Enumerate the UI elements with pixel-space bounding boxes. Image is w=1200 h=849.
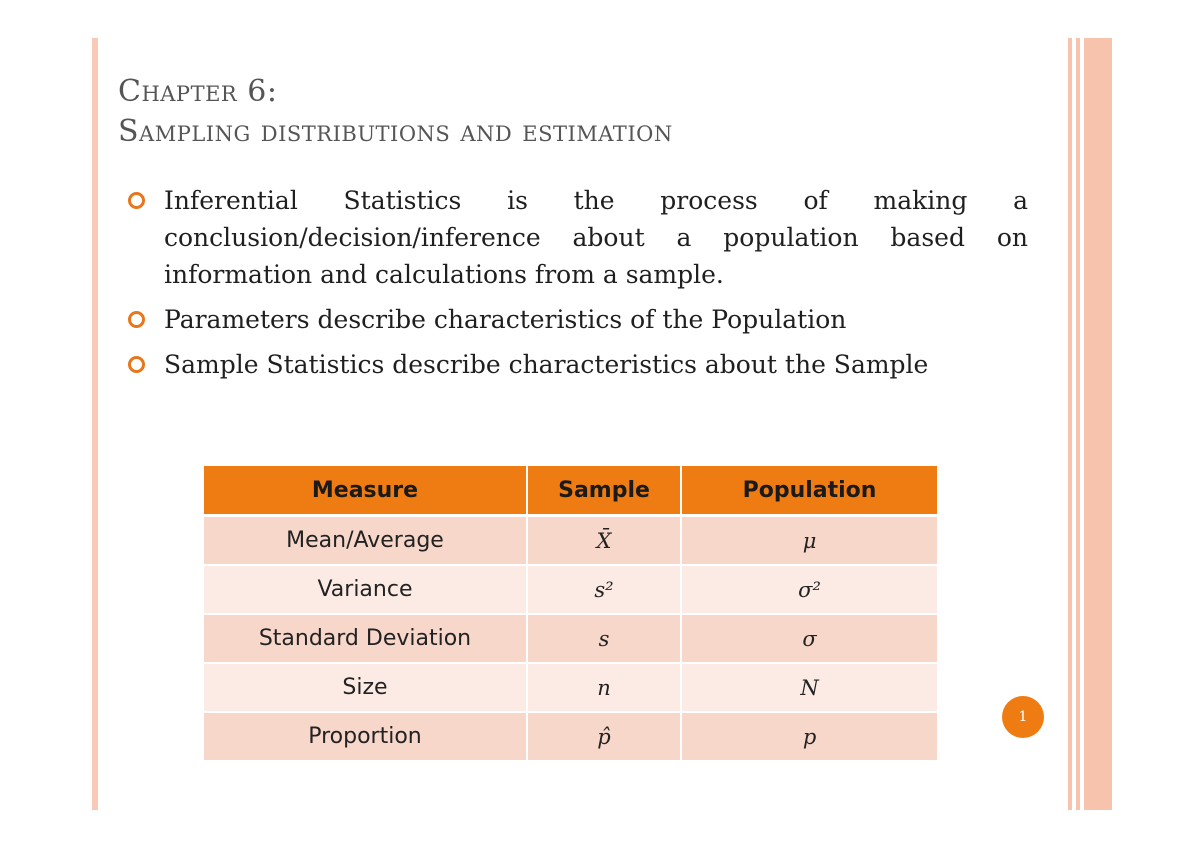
cell-population: σ² bbox=[681, 565, 938, 614]
bullet-text: Parameters describe characteristics of the Population bbox=[164, 305, 847, 334]
left-decorative-stripe bbox=[92, 38, 98, 810]
table-row bbox=[204, 712, 938, 761]
title-line-1: Chapter 6: bbox=[118, 74, 278, 109]
cell-sample: s² bbox=[527, 565, 681, 614]
header-sample: Sample bbox=[527, 466, 681, 516]
table-header-row bbox=[204, 466, 938, 516]
cell-sample: n bbox=[527, 663, 681, 712]
bullet-item bbox=[128, 346, 1028, 383]
cell-sample: X̄ bbox=[527, 516, 681, 566]
cell-population: σ bbox=[681, 614, 938, 663]
header-population: Population bbox=[681, 466, 938, 516]
bullet-circle-icon bbox=[128, 311, 145, 328]
cell-measure: Standard Deviation bbox=[204, 614, 527, 663]
title-line-2: Sampling distributions and estimation bbox=[118, 113, 673, 149]
cell-population: p bbox=[681, 712, 938, 761]
bullet-text: Sample Statistics describe characteristics about the Sample bbox=[164, 350, 929, 379]
page-number-badge: 1 bbox=[1002, 696, 1044, 738]
bullet-item bbox=[128, 301, 1028, 338]
cell-measure: Variance bbox=[204, 565, 527, 614]
cell-sample: p̂ bbox=[527, 712, 681, 761]
header-measure: Measure bbox=[204, 466, 527, 516]
cell-measure: Proportion bbox=[204, 712, 527, 761]
bullet-list bbox=[128, 182, 1028, 391]
table-row bbox=[204, 565, 938, 614]
cell-sample: s bbox=[527, 614, 681, 663]
bullet-circle-icon bbox=[128, 356, 145, 373]
table-row bbox=[204, 614, 938, 663]
bullet-circle-icon bbox=[128, 192, 145, 209]
table-row bbox=[204, 663, 938, 712]
slide-title bbox=[118, 72, 673, 151]
measures-table bbox=[204, 466, 939, 762]
bullet-text: Inferential Statistics is the process of making a conclusion/decision/inference about a population based on information and calculations from a sample. bbox=[164, 186, 1028, 289]
right-decorative-stripes bbox=[1068, 38, 1116, 810]
cell-population: N bbox=[681, 663, 938, 712]
cell-population: μ bbox=[681, 516, 938, 566]
table-row bbox=[204, 516, 938, 566]
cell-measure: Mean/Average bbox=[204, 516, 527, 566]
cell-measure: Size bbox=[204, 663, 527, 712]
bullet-item bbox=[128, 182, 1028, 293]
